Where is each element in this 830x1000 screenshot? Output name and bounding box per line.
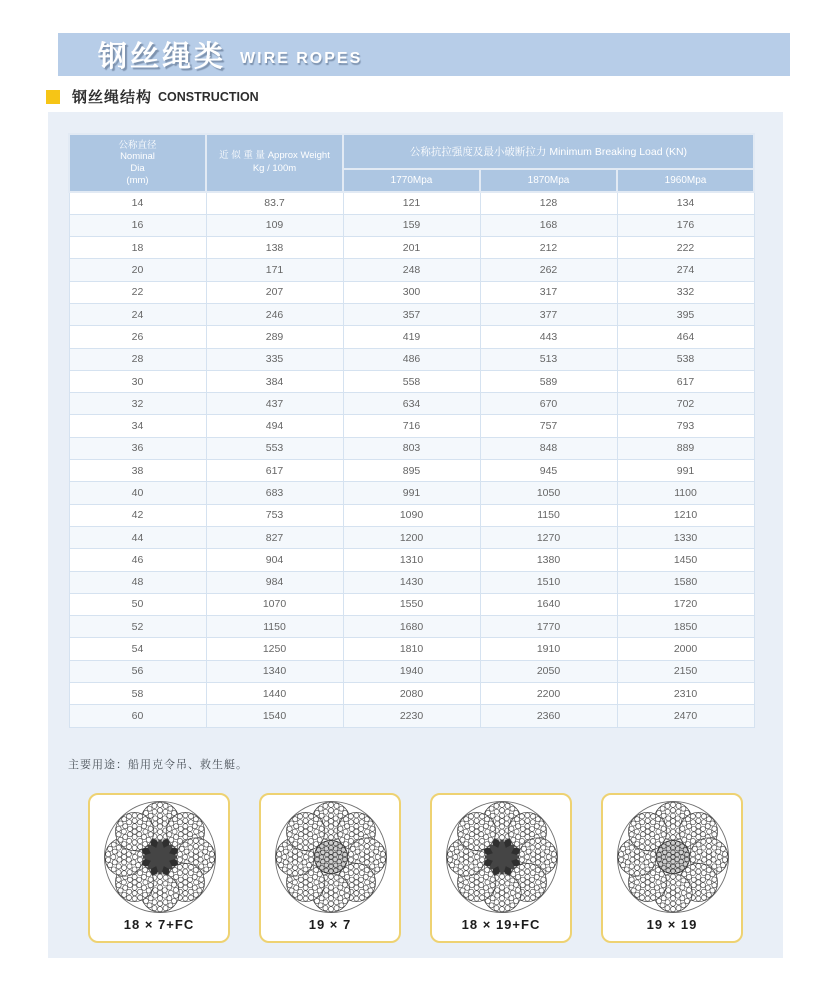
table-cell: 991 bbox=[343, 482, 480, 504]
table-cell: 1440 bbox=[206, 683, 343, 705]
table-cell: 1200 bbox=[343, 526, 480, 548]
table-row bbox=[69, 214, 754, 236]
table-row bbox=[69, 281, 754, 303]
table-cell: 2230 bbox=[343, 705, 480, 727]
rope-card-4 bbox=[601, 793, 743, 943]
table-cell: 38 bbox=[69, 460, 206, 482]
table-row bbox=[69, 683, 754, 705]
table-cell: 248 bbox=[343, 259, 480, 281]
table-cell: 1100 bbox=[617, 482, 754, 504]
table-cell: 1380 bbox=[480, 549, 617, 571]
table-cell: 26 bbox=[69, 326, 206, 348]
table-cell: 1770 bbox=[480, 616, 617, 638]
rope-card-2 bbox=[259, 793, 401, 943]
table-row bbox=[69, 526, 754, 548]
table-row bbox=[69, 549, 754, 571]
table-cell: 1810 bbox=[343, 638, 480, 660]
rope-cross-section-icon bbox=[101, 798, 219, 916]
table-cell: 56 bbox=[69, 660, 206, 682]
table-cell: 513 bbox=[480, 348, 617, 370]
table-cell: 60 bbox=[69, 705, 206, 727]
table-cell: 377 bbox=[480, 303, 617, 325]
table-cell: 1940 bbox=[343, 660, 480, 682]
table-cell: 419 bbox=[343, 326, 480, 348]
table-cell: 42 bbox=[69, 504, 206, 526]
table-cell: 558 bbox=[343, 370, 480, 392]
table-cell: 54 bbox=[69, 638, 206, 660]
table-row bbox=[69, 326, 754, 348]
rope-cross-section-icon bbox=[614, 798, 732, 916]
table-cell: 2360 bbox=[480, 705, 617, 727]
table-cell: 1330 bbox=[617, 526, 754, 548]
spec-table-body bbox=[69, 192, 754, 727]
table-cell: 14 bbox=[69, 192, 206, 214]
table-cell: 494 bbox=[206, 415, 343, 437]
table-cell: 1510 bbox=[480, 571, 617, 593]
table-cell: 753 bbox=[206, 504, 343, 526]
table-cell: 32 bbox=[69, 393, 206, 415]
table-cell: 50 bbox=[69, 593, 206, 615]
table-cell: 159 bbox=[343, 214, 480, 236]
table-cell: 793 bbox=[617, 415, 754, 437]
table-cell: 212 bbox=[480, 237, 617, 259]
table-cell: 48 bbox=[69, 571, 206, 593]
rope-construction-label: 18 × 7+FC bbox=[123, 917, 195, 932]
col-header-dia-zh: 公称直径 bbox=[118, 139, 157, 151]
col-header-grade-1770: 1770Mpa bbox=[343, 169, 480, 192]
table-cell: 1310 bbox=[343, 549, 480, 571]
rope-card-1 bbox=[88, 793, 230, 943]
table-cell: 1090 bbox=[343, 504, 480, 526]
table-cell: 2080 bbox=[343, 683, 480, 705]
table-cell: 335 bbox=[206, 348, 343, 370]
table-cell: 317 bbox=[480, 281, 617, 303]
table-cell: 52 bbox=[69, 616, 206, 638]
table-row bbox=[69, 370, 754, 392]
table-cell: 58 bbox=[69, 683, 206, 705]
table-cell: 437 bbox=[206, 393, 343, 415]
table-row bbox=[69, 259, 754, 281]
table-cell: 36 bbox=[69, 437, 206, 459]
table-row bbox=[69, 192, 754, 214]
table-cell: 332 bbox=[617, 281, 754, 303]
table-cell: 1580 bbox=[617, 571, 754, 593]
col-header-grade-1870: 1870Mpa bbox=[480, 169, 617, 192]
table-cell: 2470 bbox=[617, 705, 754, 727]
table-cell: 46 bbox=[69, 549, 206, 571]
table-cell: 138 bbox=[206, 237, 343, 259]
table-cell: 895 bbox=[343, 460, 480, 482]
table-cell: 20 bbox=[69, 259, 206, 281]
rope-card-3 bbox=[430, 793, 572, 943]
col-header-breaking-load: 公称抗拉强度及最小破断拉力 Minimum Breaking Load (KN) bbox=[343, 134, 754, 169]
rope-cross-section-icon bbox=[272, 798, 390, 916]
table-cell: 538 bbox=[617, 348, 754, 370]
table-cell: 171 bbox=[206, 259, 343, 281]
table-cell: 44 bbox=[69, 526, 206, 548]
banner-title-zh: 钢丝绳类 bbox=[98, 41, 227, 73]
table-cell: 827 bbox=[206, 526, 343, 548]
table-cell: 1910 bbox=[480, 638, 617, 660]
table-cell: 1540 bbox=[206, 705, 343, 727]
table-cell: 589 bbox=[480, 370, 617, 392]
spec-table-header bbox=[69, 134, 754, 192]
table-row bbox=[69, 638, 754, 660]
table-cell: 803 bbox=[343, 437, 480, 459]
page-banner bbox=[58, 33, 790, 76]
content-panel bbox=[48, 112, 783, 958]
table-cell: 300 bbox=[343, 281, 480, 303]
table-cell: 464 bbox=[617, 326, 754, 348]
table-row bbox=[69, 393, 754, 415]
table-cell: 201 bbox=[343, 237, 480, 259]
table-row bbox=[69, 482, 754, 504]
table-cell: 2150 bbox=[617, 660, 754, 682]
table-cell: 246 bbox=[206, 303, 343, 325]
table-cell: 553 bbox=[206, 437, 343, 459]
table-row bbox=[69, 460, 754, 482]
yellow-square-icon bbox=[46, 90, 60, 104]
col-header-nominal-dia: 公称直径 Nominal Dia (mm) bbox=[69, 134, 206, 192]
table-cell: 757 bbox=[480, 415, 617, 437]
table-cell: 2200 bbox=[480, 683, 617, 705]
rope-construction-label: 19 × 19 bbox=[646, 917, 698, 932]
banner-title-en: WIRE ROPES bbox=[240, 49, 363, 67]
table-cell: 274 bbox=[617, 259, 754, 281]
table-cell: 128 bbox=[480, 192, 617, 214]
table-cell: 1210 bbox=[617, 504, 754, 526]
table-cell: 30 bbox=[69, 370, 206, 392]
table-row bbox=[69, 504, 754, 526]
table-cell: 1150 bbox=[206, 616, 343, 638]
table-cell: 121 bbox=[343, 192, 480, 214]
table-cell: 1150 bbox=[480, 504, 617, 526]
table-cell: 1430 bbox=[343, 571, 480, 593]
rope-construction-label: 19 × 7 bbox=[308, 917, 352, 932]
table-cell: 395 bbox=[617, 303, 754, 325]
table-cell: 289 bbox=[206, 326, 343, 348]
table-row bbox=[69, 593, 754, 615]
table-cell: 1450 bbox=[617, 549, 754, 571]
table-cell: 1340 bbox=[206, 660, 343, 682]
table-cell: 1550 bbox=[343, 593, 480, 615]
table-cell: 634 bbox=[343, 393, 480, 415]
table-cell: 207 bbox=[206, 281, 343, 303]
table-cell: 1050 bbox=[480, 482, 617, 504]
section-title-zh: 钢丝绳结构 bbox=[72, 89, 153, 106]
table-cell: 24 bbox=[69, 303, 206, 325]
table-cell: 1270 bbox=[480, 526, 617, 548]
table-cell: 702 bbox=[617, 393, 754, 415]
table-row bbox=[69, 303, 754, 325]
table-cell: 1720 bbox=[617, 593, 754, 615]
table-cell: 991 bbox=[617, 460, 754, 482]
table-cell: 34 bbox=[69, 415, 206, 437]
rope-diagrams-row bbox=[88, 793, 743, 943]
table-row bbox=[69, 571, 754, 593]
table-cell: 18 bbox=[69, 237, 206, 259]
table-cell: 617 bbox=[206, 460, 343, 482]
table-cell: 83.7 bbox=[206, 192, 343, 214]
rope-cross-section-icon bbox=[443, 798, 561, 916]
table-cell: 1640 bbox=[480, 593, 617, 615]
rope-construction-label: 18 × 19+FC bbox=[461, 917, 541, 932]
spec-table bbox=[68, 133, 755, 728]
table-cell: 617 bbox=[617, 370, 754, 392]
table-cell: 2310 bbox=[617, 683, 754, 705]
table-cell: 28 bbox=[69, 348, 206, 370]
table-row bbox=[69, 437, 754, 459]
table-row bbox=[69, 415, 754, 437]
table-cell: 16 bbox=[69, 214, 206, 236]
usage-note: 主要用途：船用克令吊、救生艇。 bbox=[68, 759, 248, 771]
col-header-approx-weight: 近 似 重 量 Approx Weight Kg / 100m bbox=[206, 134, 343, 192]
table-cell: 443 bbox=[480, 326, 617, 348]
section-heading bbox=[46, 86, 259, 107]
table-cell: 984 bbox=[206, 571, 343, 593]
section-title-en: CONSTRUCTION bbox=[158, 89, 259, 104]
table-cell: 904 bbox=[206, 549, 343, 571]
table-cell: 22 bbox=[69, 281, 206, 303]
table-row bbox=[69, 348, 754, 370]
table-cell: 222 bbox=[617, 237, 754, 259]
table-row bbox=[69, 237, 754, 259]
table-cell: 1680 bbox=[343, 616, 480, 638]
table-cell: 2050 bbox=[480, 660, 617, 682]
table-cell: 357 bbox=[343, 303, 480, 325]
table-cell: 889 bbox=[617, 437, 754, 459]
table-cell: 1250 bbox=[206, 638, 343, 660]
table-cell: 683 bbox=[206, 482, 343, 504]
table-cell: 1850 bbox=[617, 616, 754, 638]
table-row bbox=[69, 660, 754, 682]
table-cell: 2000 bbox=[617, 638, 754, 660]
table-cell: 40 bbox=[69, 482, 206, 504]
table-row bbox=[69, 705, 754, 727]
table-cell: 670 bbox=[480, 393, 617, 415]
table-cell: 848 bbox=[480, 437, 617, 459]
table-cell: 486 bbox=[343, 348, 480, 370]
table-cell: 134 bbox=[617, 192, 754, 214]
table-cell: 168 bbox=[480, 214, 617, 236]
col-header-grade-1960: 1960Mpa bbox=[617, 169, 754, 192]
table-cell: 716 bbox=[343, 415, 480, 437]
table-cell: 262 bbox=[480, 259, 617, 281]
table-cell: 945 bbox=[480, 460, 617, 482]
table-row bbox=[69, 616, 754, 638]
table-cell: 109 bbox=[206, 214, 343, 236]
table-cell: 384 bbox=[206, 370, 343, 392]
table-cell: 1070 bbox=[206, 593, 343, 615]
table-cell: 176 bbox=[617, 214, 754, 236]
